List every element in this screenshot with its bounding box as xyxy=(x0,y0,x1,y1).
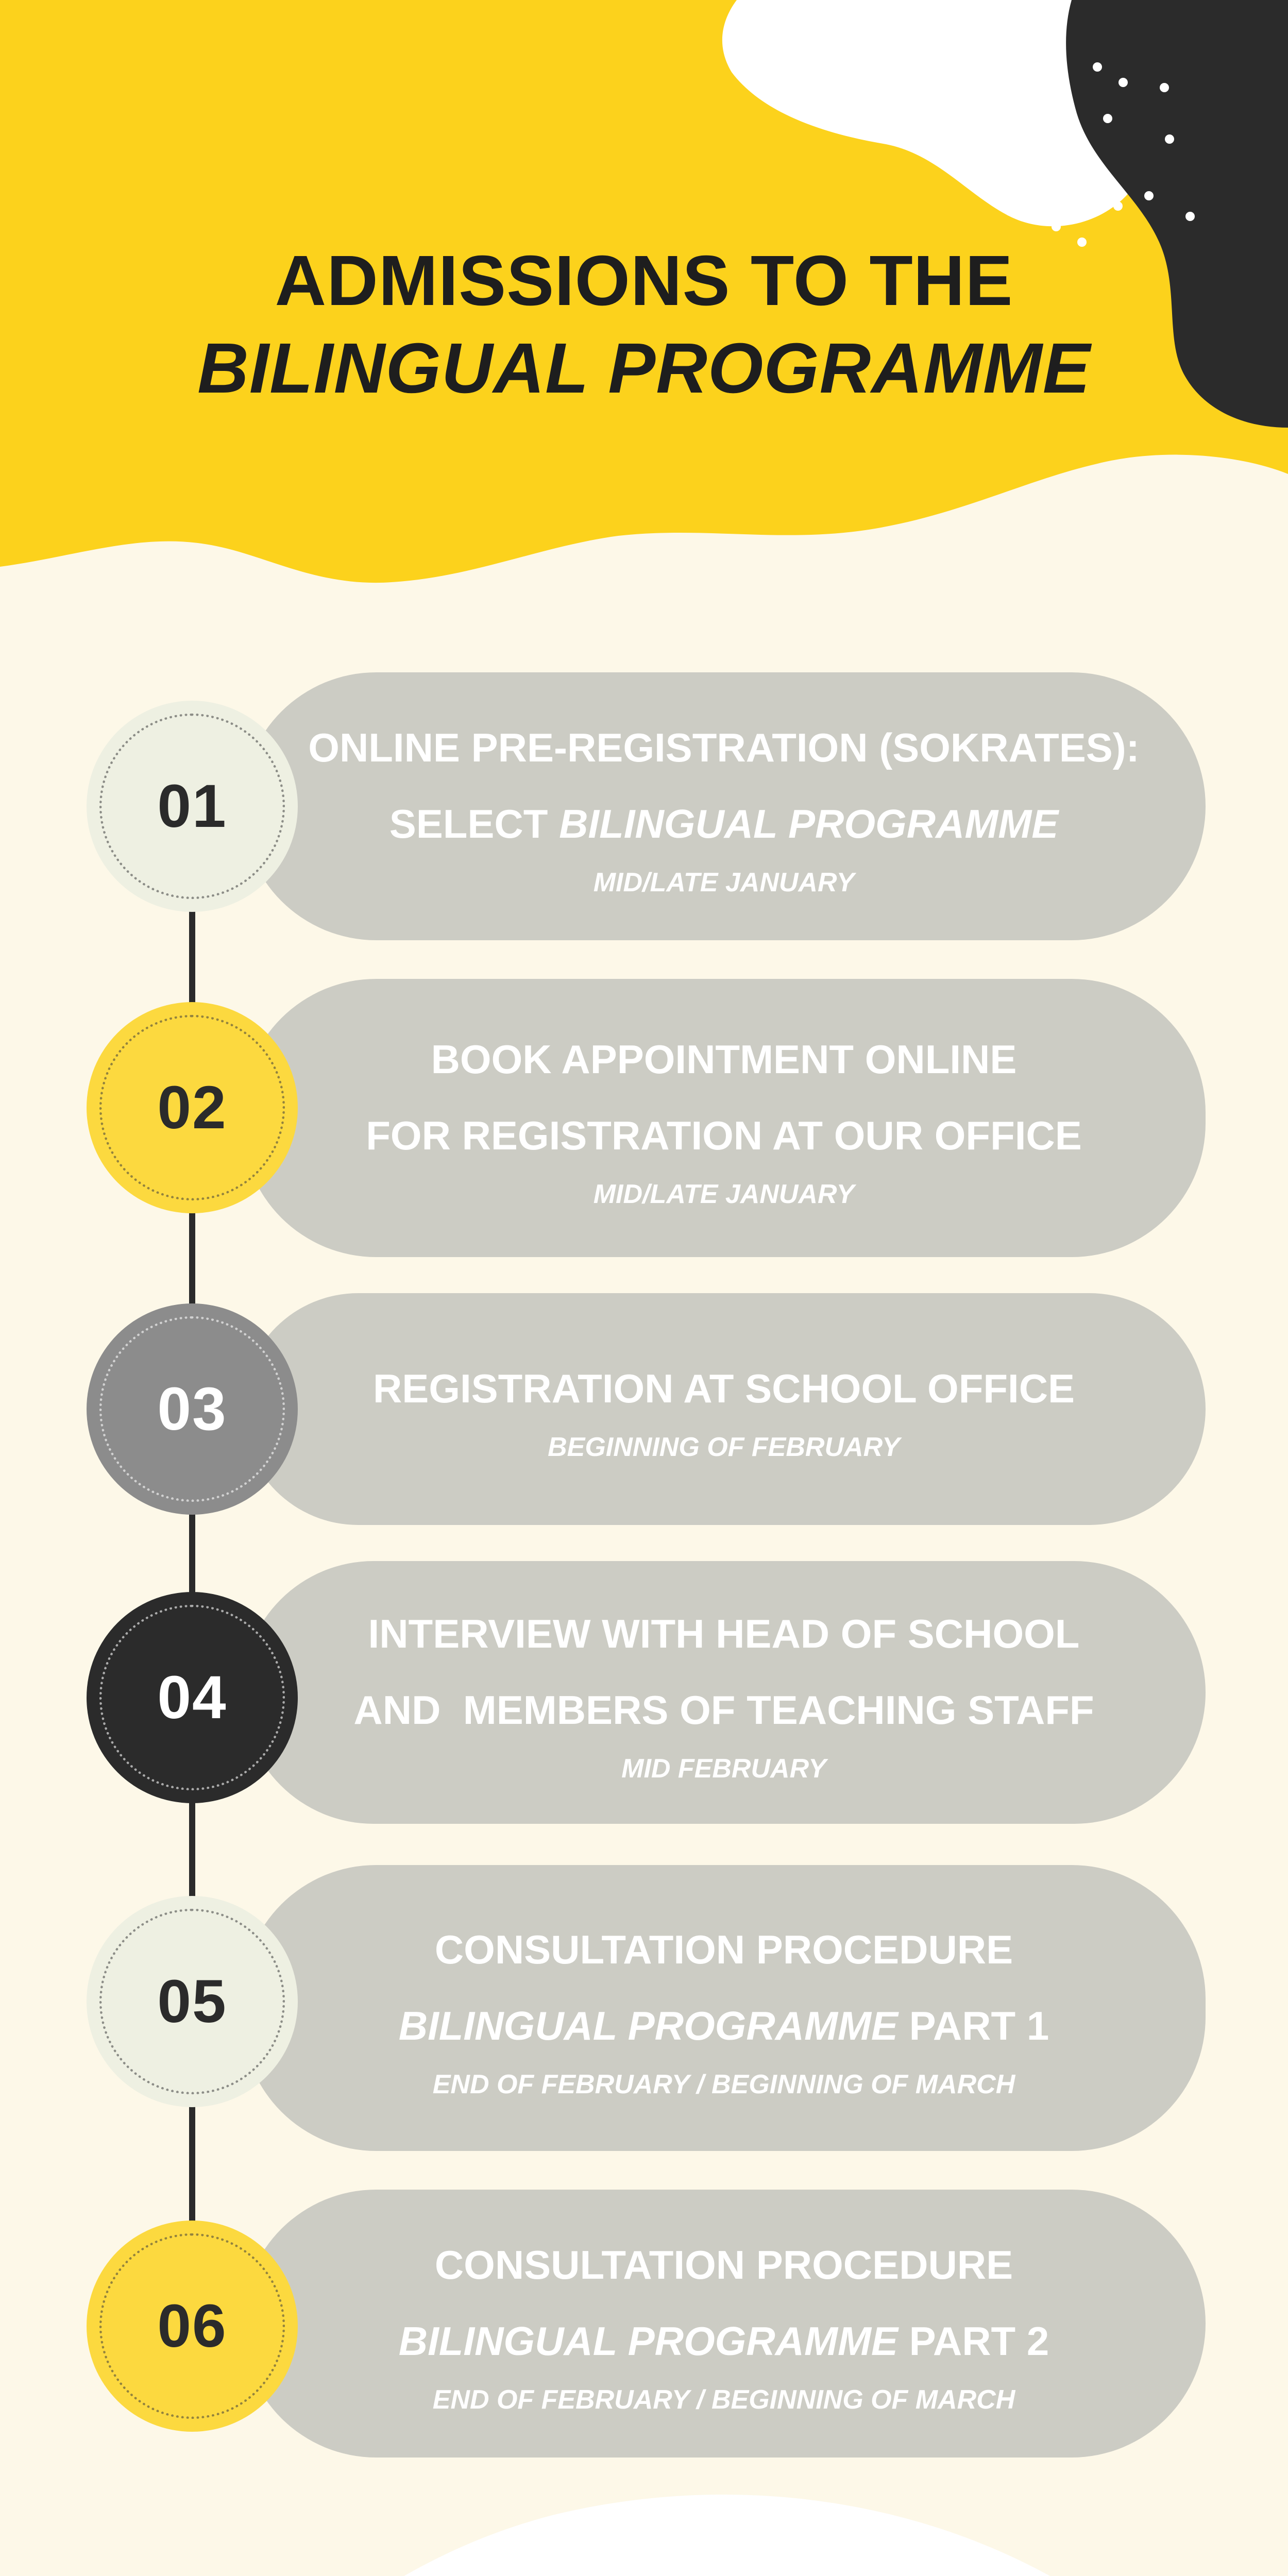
step-03-line-1: REGISTRATION AT SCHOOL OFFICE xyxy=(372,1366,1075,1411)
step-02-badge xyxy=(87,1002,298,1213)
step-02-number: 02 xyxy=(99,1015,285,1200)
bottom-white-dome xyxy=(21,2495,1288,2576)
step-03-card xyxy=(242,1293,1206,1525)
step-01-date: MID/LATE JANUARY xyxy=(593,868,855,897)
step-05-badge xyxy=(87,1896,298,2107)
page-title xyxy=(0,237,1288,412)
step-02-line-2: FOR REGISTRATION AT OUR OFFICE xyxy=(366,1113,1082,1158)
step-01-number: 01 xyxy=(99,714,285,899)
step-04-date: MID FEBRUARY xyxy=(621,1754,826,1784)
step-06-badge xyxy=(87,2221,298,2432)
step-05-date: END OF FEBRUARY / BEGINNING OF MARCH xyxy=(432,2069,1015,2099)
step-04-line-1: INTERVIEW WITH HEAD OF SCHOOL xyxy=(368,1611,1080,1656)
step-01-card xyxy=(242,672,1206,940)
step-04-number: 04 xyxy=(99,1605,285,1790)
step-06-card xyxy=(242,2190,1206,2458)
step-02-card xyxy=(242,979,1206,1257)
step-04-badge xyxy=(87,1592,298,1803)
title-line-2: BILINGUAL PROGRAMME xyxy=(197,329,1091,408)
step-03-badge xyxy=(87,1303,298,1515)
step-04-line-2: AND MEMBERS OF TEACHING STAFF xyxy=(353,1687,1094,1733)
step-05-card xyxy=(242,1865,1206,2151)
step-03-date: BEGINNING OF FEBRUARY xyxy=(548,1432,900,1462)
step-06-number: 06 xyxy=(99,2233,285,2419)
step-04-card xyxy=(242,1561,1206,1824)
title-line-1: ADMISSIONS TO THE xyxy=(275,241,1013,320)
step-06-date: END OF FEBRUARY / BEGINNING OF MARCH xyxy=(432,2385,1015,2415)
step-02-line-1: BOOK APPOINTMENT ONLINE xyxy=(431,1037,1017,1082)
step-03-number: 03 xyxy=(99,1316,285,1502)
step-05-line-2: BILINGUAL PROGRAMME PART 1 xyxy=(398,2003,1049,2048)
step-06-line-1: CONSULTATION PROCEDURE xyxy=(434,2242,1013,2287)
step-05-line-1: CONSULTATION PROCEDURE xyxy=(434,1926,1013,1972)
step-01-badge xyxy=(87,701,298,912)
step-01-line-1: ONLINE PRE-REGISTRATION (SOKRATES): xyxy=(308,725,1140,770)
step-05-number: 05 xyxy=(99,1909,285,2094)
step-01-line-2: SELECT BILINGUAL PROGRAMME xyxy=(389,801,1059,846)
step-06-line-2: BILINGUAL PROGRAMME PART 2 xyxy=(398,2318,1049,2364)
step-02-date: MID/LATE JANUARY xyxy=(593,1179,855,1209)
